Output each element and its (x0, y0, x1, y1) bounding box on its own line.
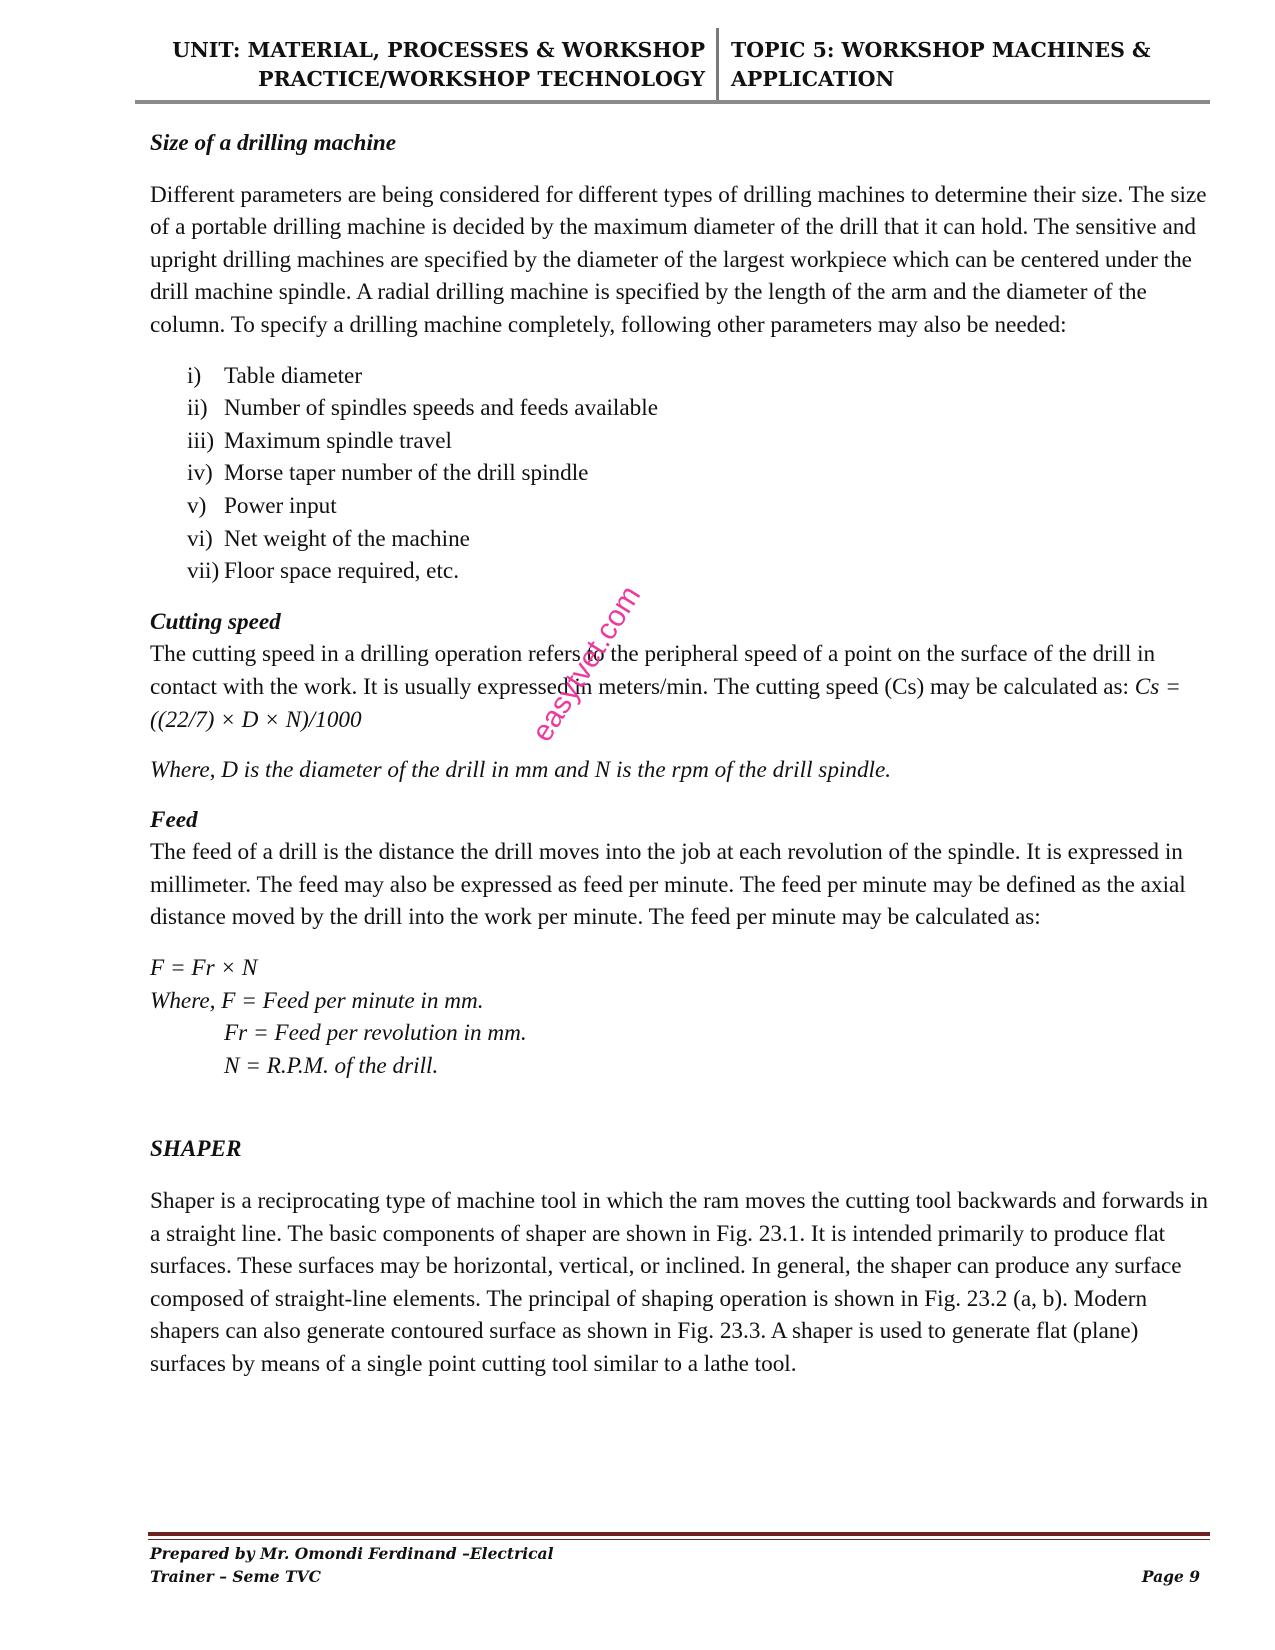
watermark: easytvet.com (525, 580, 648, 748)
header-topic (731, 36, 1191, 94)
list-item: vi) Net weight of the machine (187, 525, 470, 552)
list-item: iv) Morse taper number of the drill spindle (187, 460, 589, 487)
list-item: i) Table diameter (187, 362, 363, 389)
cutting-speed-heading: Cutting speed (150, 608, 281, 635)
size-heading: Size of a drilling machine (150, 130, 397, 156)
header-unit-line2: PRACTICE/WORKSHOP TECHNOLOGY (258, 67, 705, 91)
shaper-paragraph: Shaper is a reciprocating type of machine tool in which the ram moves the cutting tool backwards and forwards in a straight line. The basic components of shaper are shown in Fig. 23.1. It is intended primarily to produce flat surfaces. These surfaces may be horizontal, vertical, or inclined. In general, the shaper can produce any surface composed of straight-line elements. The principal of shaping operation is shown in Fig. 23.2 (a, b). Modern shapers can also generate contoured surface as shown in Fig. 23.3. A shaper is used to generate flat (plane) surfaces by means of a single point cutting tool similar to a lathe tool. (150, 1188, 1208, 1377)
page-header (135, 28, 1210, 100)
feed-where-2: Fr = Feed per revolution in mm. (224, 1020, 527, 1047)
list-item: iii) Maximum spindle travel (187, 427, 452, 454)
footer-rule (148, 1532, 1210, 1536)
footer-rule-thin (148, 1539, 1210, 1540)
size-paragraph: Different parameters are being considered for different types of drilling machines to determine their size. The size of a portable drilling machine is decided by the maximum diameter of the drill that it can hold. The sensitive and upright drilling machines are specified by the diameter of the largest workpiece which can be centered under the drill machine spindle. A radial drilling machine is specified by the length of the arm and the diameter of the column. To specify a drilling machine completely, following other parameters may also be needed: (150, 181, 1207, 338)
cutting-speed-where: Where, D is the diameter of the drill in mm and N is the rpm of the drill spindle. (150, 757, 892, 784)
cutting-speed-paragraph: The cutting speed in a drilling operation refers to the peripheral speed of a point on the surface of the drill in contact with the work. It is usually expressed in meters/min. The cutting speed (Cs) may be calculated as: Cs = ((22/7) × D × N)/1000 (150, 641, 1181, 733)
shaper-heading: SHAPER (150, 1136, 242, 1163)
feed-formula: F = Fr × N (150, 955, 258, 982)
list-item: ii) Number of spindles speeds and feeds available (187, 395, 658, 422)
header-topic-line2: APPLICATION (731, 67, 895, 91)
feed-where-3: N = R.P.M. of the drill. (224, 1052, 439, 1079)
header-unit-line1: UNIT: MATERIAL, PROCESSES & WORKSHOP (172, 38, 705, 62)
list-item: vii) Floor space required, etc. (187, 558, 459, 585)
feed-heading: Feed (150, 806, 198, 833)
header-rule (135, 100, 1210, 104)
header-topic-line1: TOPIC 5: WORKSHOP MACHINES & (731, 38, 1151, 62)
page-number: Page 9 (1141, 1567, 1200, 1586)
parameter-list (187, 360, 1210, 588)
cutting-speed-formula: Cs = ((22/7) × D × N)/1000 (150, 673, 1181, 733)
list-item: v) Power input (187, 492, 337, 519)
footer-author-line2: Trainer – Seme TVC (150, 1567, 321, 1586)
feed-paragraph: The feed of a drill is the distance the drill moves into the job at each revolution of the spindle. It is expressed in millimeter. The feed may also be expressed as feed per minute. The feed per minute may be defined as the axial distance moved by the drill into the work per minute. The feed per minute may be calculated as: (150, 839, 1186, 931)
page-footer (150, 1542, 1200, 1588)
header-divider (716, 28, 719, 102)
header-unit (135, 36, 705, 94)
feed-where-1: Where, F = Feed per minute in mm. (150, 987, 484, 1014)
footer-author-line1: Prepared by Mr. Omondi Ferdinand –Electrical (150, 1544, 554, 1563)
page-content (150, 127, 1210, 1381)
